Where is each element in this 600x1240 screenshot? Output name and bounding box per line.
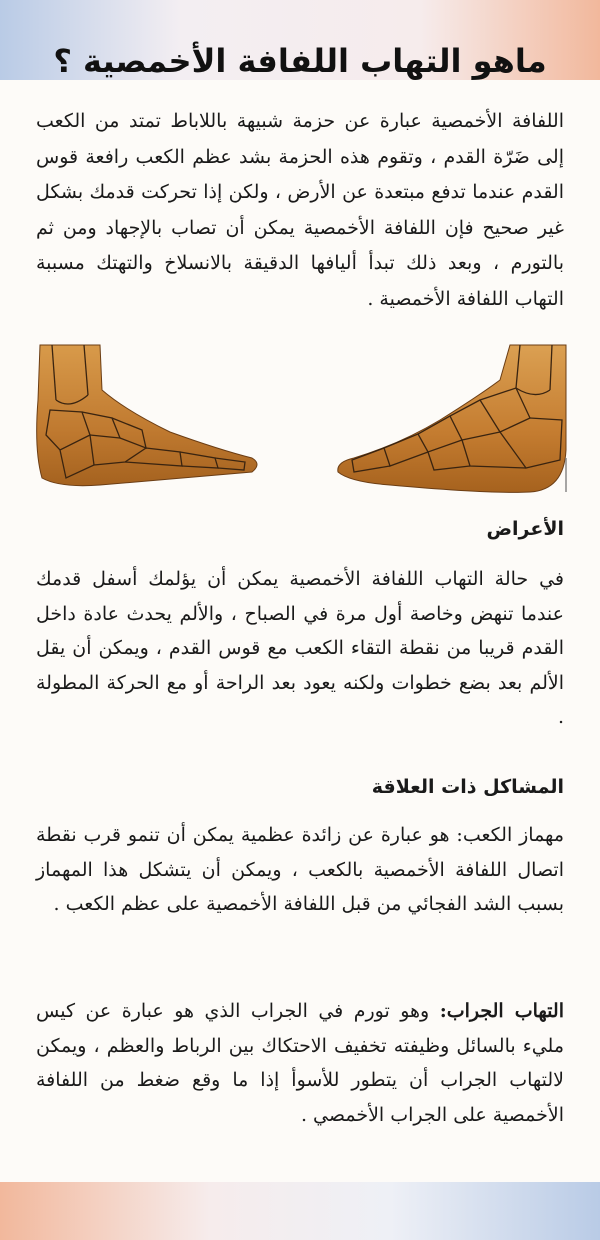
bursitis-text: وهو تورم في الجراب الذي هو عبارة عن كيس مليء بالسائل وظيفته تخفيف الاحتكاك بين الرباط والعظم ، ويمكن لالتهاب الجراب أن يتطور للأسوأ إذا ما وقع ضغط من اللفافة الأخمصية على الجراب الأخمصي . [36,1000,564,1126]
page-title: ماهو التهاب اللفافة الأخمصية ؟ [53,42,547,81]
intro-paragraph: اللفافة الأخمصية عبارة عن حزمة شبيهة باللاباط تمتد من الكعب إلى ضَرّة القدم ، وتقوم هذه الحزمة بشد عظم الكعب رافعة قوس القدم عندما تدفع مبتعدة عن الأرض ، ولكن إذا تحركت قدمك بشكل غير صحيح فإن اللفافة الأخمصية يمكن أن تصاب بالإجهاد ومن ثم بالتورم ، وبعد ذلك تبدأ أليافها الدقيقة بالانسلاخ والتهتك مسببة التهاب اللفافة الأخمصية . [36,110,564,310]
bursitis-paragraph [36,994,564,1132]
symptoms-heading: الأعراض [486,518,564,540]
footer-band [0,1182,600,1240]
arched-foot-illustration [330,340,570,500]
bursitis-lead: التهاب الجراب: [439,1000,564,1022]
flat-foot-illustration [30,340,270,500]
heel-spur-paragraph: مهماز الكعب: هو عبارة عن زائدة عظمية يمكن أن تنمو قرب نقطة اتصال اللفافة الأخمصية بالكعب ، ويمكن أن يتشكل هذا المهماز بسبب الشد الفجائي من قبل اللفافة الأخمصية على عظم الكعب . [36,824,564,915]
related-heading: المشاكل ذات العلاقة [371,776,564,798]
foot-illustrations [30,340,570,500]
symptoms-paragraph: في حالة التهاب اللفافة الأخمصية يمكن أن يؤلمك أسفل قدمك عندما تنهض وخاصة أول مرة في الصباح ، والألم يحدث عادة داخل القدم قريبا من نقطة التقاء الكعب مع قوس القدم ، ويمكن أن يقل الألم بعد بضع خطوات ولكنه يعود بعد الراحة أو مع الحركة المطولة . [36,568,564,728]
